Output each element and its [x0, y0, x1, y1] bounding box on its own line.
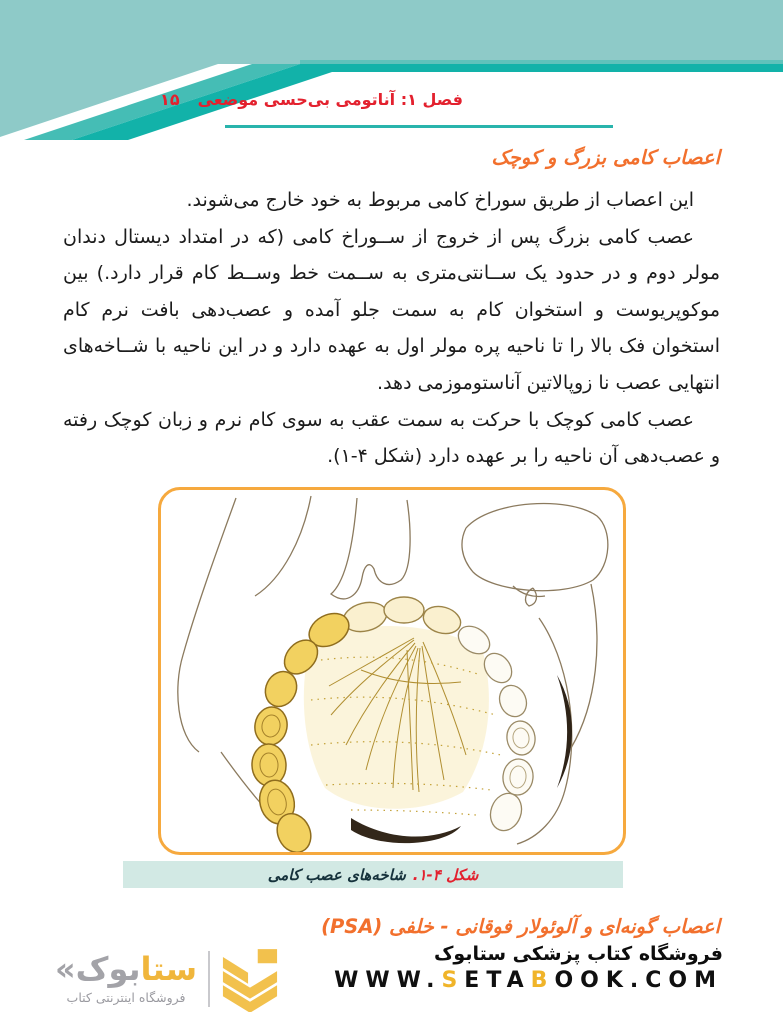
- logo-wordmark: [55, 950, 198, 988]
- logo-wordmark-gray: بوک: [75, 950, 141, 988]
- store-name: فروشگاه کتاب پزشکی ستابوک: [433, 943, 723, 965]
- url-segment: OOK.COM: [554, 968, 723, 993]
- figure-box: [158, 487, 626, 855]
- url-segment-highlight: B: [530, 968, 555, 993]
- page-content: [63, 146, 720, 475]
- store-url[interactable]: [334, 968, 723, 993]
- logo-divider: [208, 951, 210, 1007]
- chapter-header: [160, 90, 463, 109]
- logo-tagline: فروشگاه اینترنتی کتاب: [66, 990, 186, 1005]
- body-paragraph: عصب کامی بزرگ پس از خروج از ســوراخ کامی (که در امتداد دیستال دندان مولر دوم و در حدود یک ســانتی‌متری به ســمت خط وســط کام قرار دارد.) بین موکوپریوست و استخوان کام به سمت جلو آمده و عصب‌دهی بافت نرم کام استخوان فک بالا را تا ناحیه پره مولر اول به عهده دارد و در این ناحیه با شــاخه‌های انتهایی عصب نا زوپالاتین آناستوموزمی دهد.: [63, 225, 720, 394]
- section-heading-palatine-nerves: اعصاب کامی بزرگ و کوچک: [491, 146, 720, 169]
- url-segment: WWW.: [334, 968, 442, 993]
- logo-chevron-emblem-icon: [221, 946, 279, 1012]
- body-paragraph: این اعصاب از طریق سوراخ کامی مربوط به خود خارج می‌شوند.: [186, 189, 694, 211]
- figure-caption-bar: [123, 861, 623, 888]
- figure-illustration-palatine-nerves: [161, 490, 623, 852]
- chapter-title: فصل ۱: آناتومی بی‌حسی موضعی: [197, 90, 463, 109]
- section-heading-psa: اعصاب گونه‌ای و آلوئولار فوقانی - خلفی (PSA): [321, 915, 720, 939]
- url-segment-highlight: S: [441, 968, 465, 993]
- page-number: ۱۵: [160, 90, 180, 109]
- logo-text-block: [55, 950, 198, 1005]
- header-underline: [225, 125, 613, 128]
- figure-caption-label: شکل ۴-۱.: [412, 865, 479, 884]
- figure-caption-text: شاخه‌های عصب کامی: [267, 865, 406, 884]
- footer-store-block: [334, 943, 723, 993]
- url-segment: ETA: [464, 968, 531, 993]
- body-paragraph: عصب کامی کوچک با حرکت به سمت عقب به سوی کام نرم و زبان کوچک رفته و عصب‌دهی آن ناحیه را بر عهده دارد (شکل ۴-۱).: [63, 408, 720, 468]
- header-band: [0, 0, 783, 145]
- setabook-logo: [55, 946, 279, 1012]
- logo-wordmark-yellow: ستا: [140, 950, 198, 988]
- logo-guillemet-icon: «: [55, 950, 76, 988]
